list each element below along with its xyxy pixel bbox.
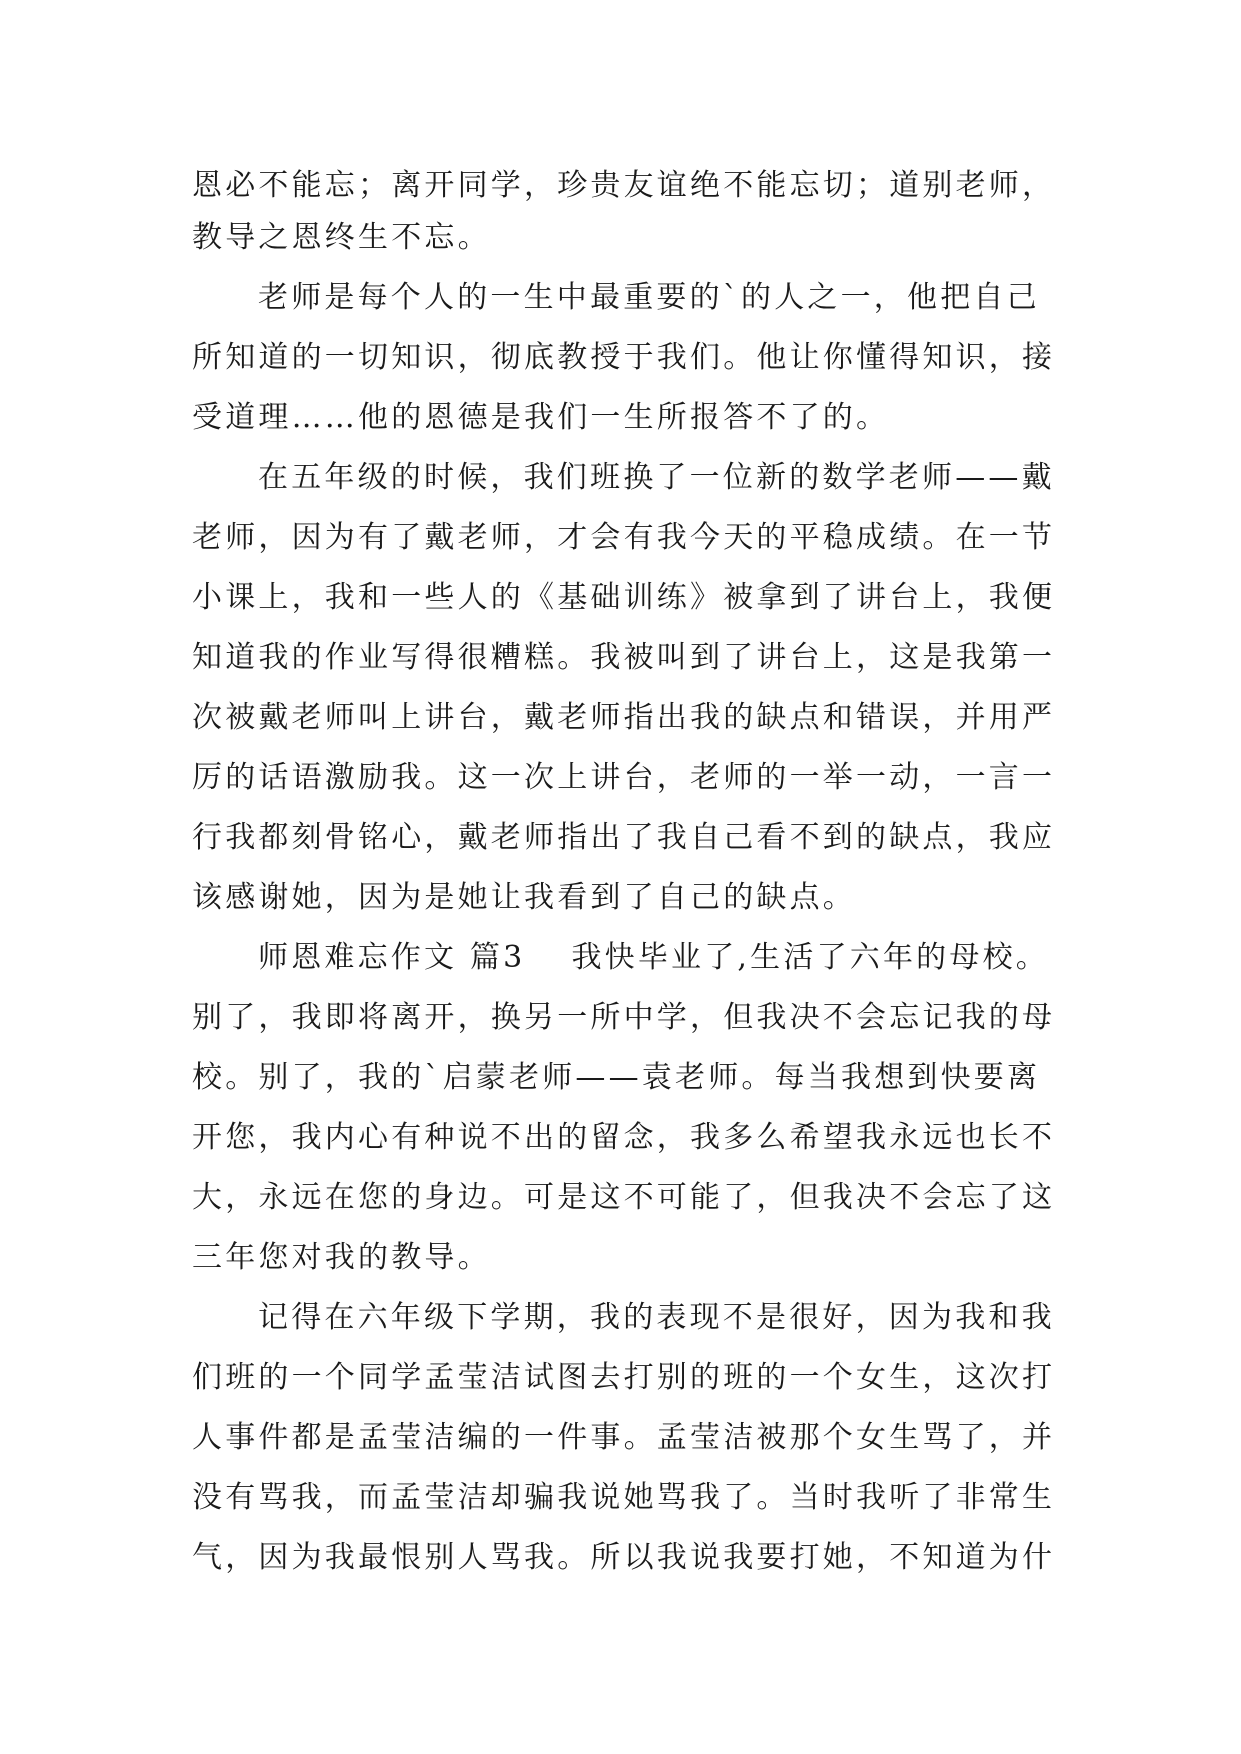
- text-line: 恩必不能忘；离开同学，珍贵友谊绝不能忘切；道别老师，: [192, 168, 1056, 203]
- paragraph-first-line: 老师是每个人的一生中最重要的`的人之一，他把自己: [258, 280, 1040, 315]
- text-line: 气，因为我最恨别人骂我。所以我说我要打她，不知道为什: [192, 1540, 1056, 1575]
- section-heading-line: [192, 932, 1082, 984]
- text-line: 受道理……他的恩德是我们一生所报答不了的。: [192, 400, 890, 435]
- text-line: 开您，我内心有种说不出的留念，我多么希望我永远也长不: [192, 1120, 1056, 1155]
- text-line: 们班的一个同学孟莹洁试图去打别的班的一个女生，这次打: [192, 1360, 1056, 1395]
- document-body: [192, 160, 1082, 1584]
- text-line: 校。别了，我的`启蒙老师——袁老师。每当我想到快要离: [192, 1060, 1041, 1095]
- text-line: 行我都刻骨铭心，戴老师指出了我自己看不到的缺点，我应: [192, 820, 1056, 855]
- section-heading: 师恩难忘作文 篇3: [258, 940, 526, 975]
- text-line: 所知道的一切知识，彻底教授于我们。他让你懂得知识，接: [192, 340, 1056, 375]
- text-line: 小课上，我和一些人的《基础训练》被拿到了讲台上，我便: [192, 580, 1056, 615]
- paragraph-first-line: 在五年级的时候，我们班换了一位新的数学老师——戴: [258, 460, 1055, 495]
- text-line: 次被戴老师叫上讲台，戴老师指出我的缺点和错误，并用严: [192, 700, 1056, 735]
- section-first-text: 我快毕业了,生活了六年的母校。: [571, 940, 1049, 975]
- text-line: 人事件都是孟莹洁编的一件事。孟莹洁被那个女生骂了，并: [192, 1420, 1056, 1455]
- text-line: 别了，我即将离开，换另一所中学，但我决不会忘记我的母: [192, 1000, 1056, 1035]
- text-line: 大，永远在您的身边。可是这不可能了，但我决不会忘了这: [192, 1180, 1056, 1215]
- text-line: 该感谢她，因为是她让我看到了自己的缺点。: [192, 880, 856, 915]
- text-line: 没有骂我，而孟莹洁却骗我说她骂我了。当时我听了非常生: [192, 1480, 1056, 1515]
- text-line: 厉的话语激励我。这一次上讲台，老师的一举一动，一言一: [192, 760, 1056, 795]
- paragraph-first-line: 记得在六年级下学期，我的表现不是很好，因为我和我: [258, 1300, 1055, 1335]
- text-line: 教导之恩终生不忘。: [192, 220, 491, 255]
- text-line: 三年您对我的教导。: [192, 1240, 491, 1275]
- text-line: 知道我的作业写得很糟糕。我被叫到了讲台上，这是我第一: [192, 640, 1056, 675]
- text-line: 老师，因为有了戴老师，才会有我今天的平稳成绩。在一节: [192, 520, 1056, 555]
